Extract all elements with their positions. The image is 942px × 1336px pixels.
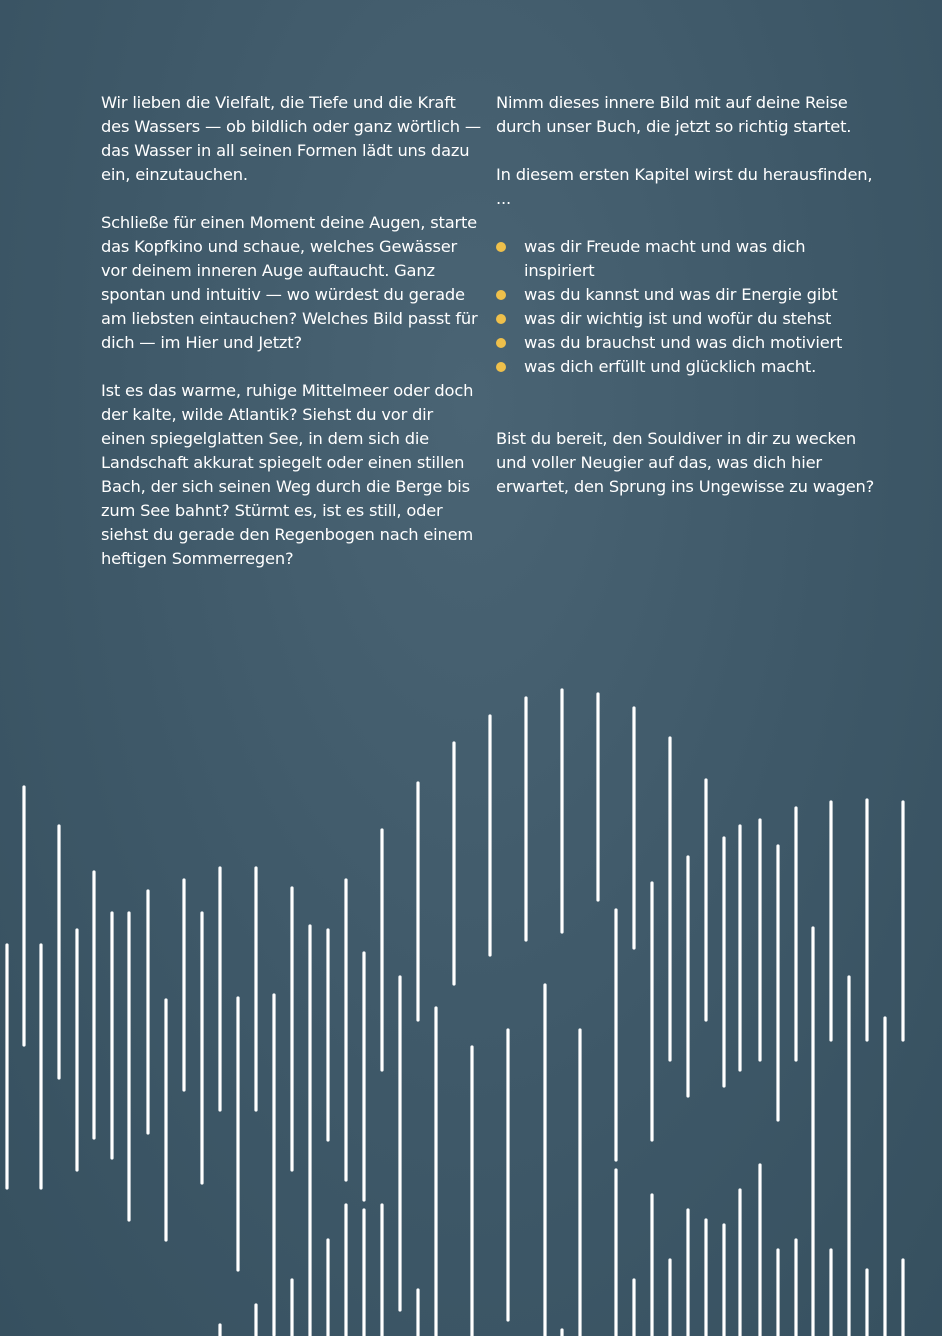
list-item-text: was du kannst und was dir Energie gibt <box>524 285 838 304</box>
paragraph: Ist es das warme, ruhige Mittelmeer oder doch der kalte, wilde Atlantik? Siehst du vor dir einen spiegelglatten See, in dem sich die Landschaft akkurat spiegelt oder einen stillen Bach, der sich seinen Weg durch die Berge bis zum See bahnt? Stürmt es, ist es still, oder siehst du gerade den Regenbogen nach einem heftigen Sommerregen? <box>101 381 474 568</box>
paragraph: Schließe für einen Moment deine Augen, starte das Kopfkino und schaue, welches Gewässer vor deinem inneren Auge auftaucht. Ganz spontan und intuitiv — wo würdest du gerade am liebsten eintauchen? Welches Bild passt für dich — im Hier und Jetzt? <box>101 213 478 352</box>
list-item-text: was dich erfüllt und glücklich macht. <box>524 357 817 376</box>
paragraph: Wir lieben die Vielfalt, die Tiefe und die Kraft des Wassers — ob bildlich oder ganz wörtlich — das Wasser in all seinen Formen lädt uns dazu ein, einzutauchen. <box>101 93 481 184</box>
lead-paragraph: In diesem ersten Kapitel wirst du herausfinden, ... <box>496 165 873 208</box>
closing-paragraph: Bist du bereit, den Souldiver in dir zu wecken und voller Neugier auf das, was dich hier erwartet, den Sprung ins Ungewisse zu wagen? <box>496 429 875 496</box>
list-item-text: was du brauchst und was dich motiviert <box>524 333 843 352</box>
list-item-text: was dir wichtig ist und wofür du stehst <box>524 309 832 328</box>
intro-paragraph: Nimm dieses innere Bild mit auf deine Reise durch unser Buch, die jetzt so richtig startet. <box>496 93 852 136</box>
list-item-text: was dir Freude macht und was dich inspiriert <box>524 237 806 280</box>
